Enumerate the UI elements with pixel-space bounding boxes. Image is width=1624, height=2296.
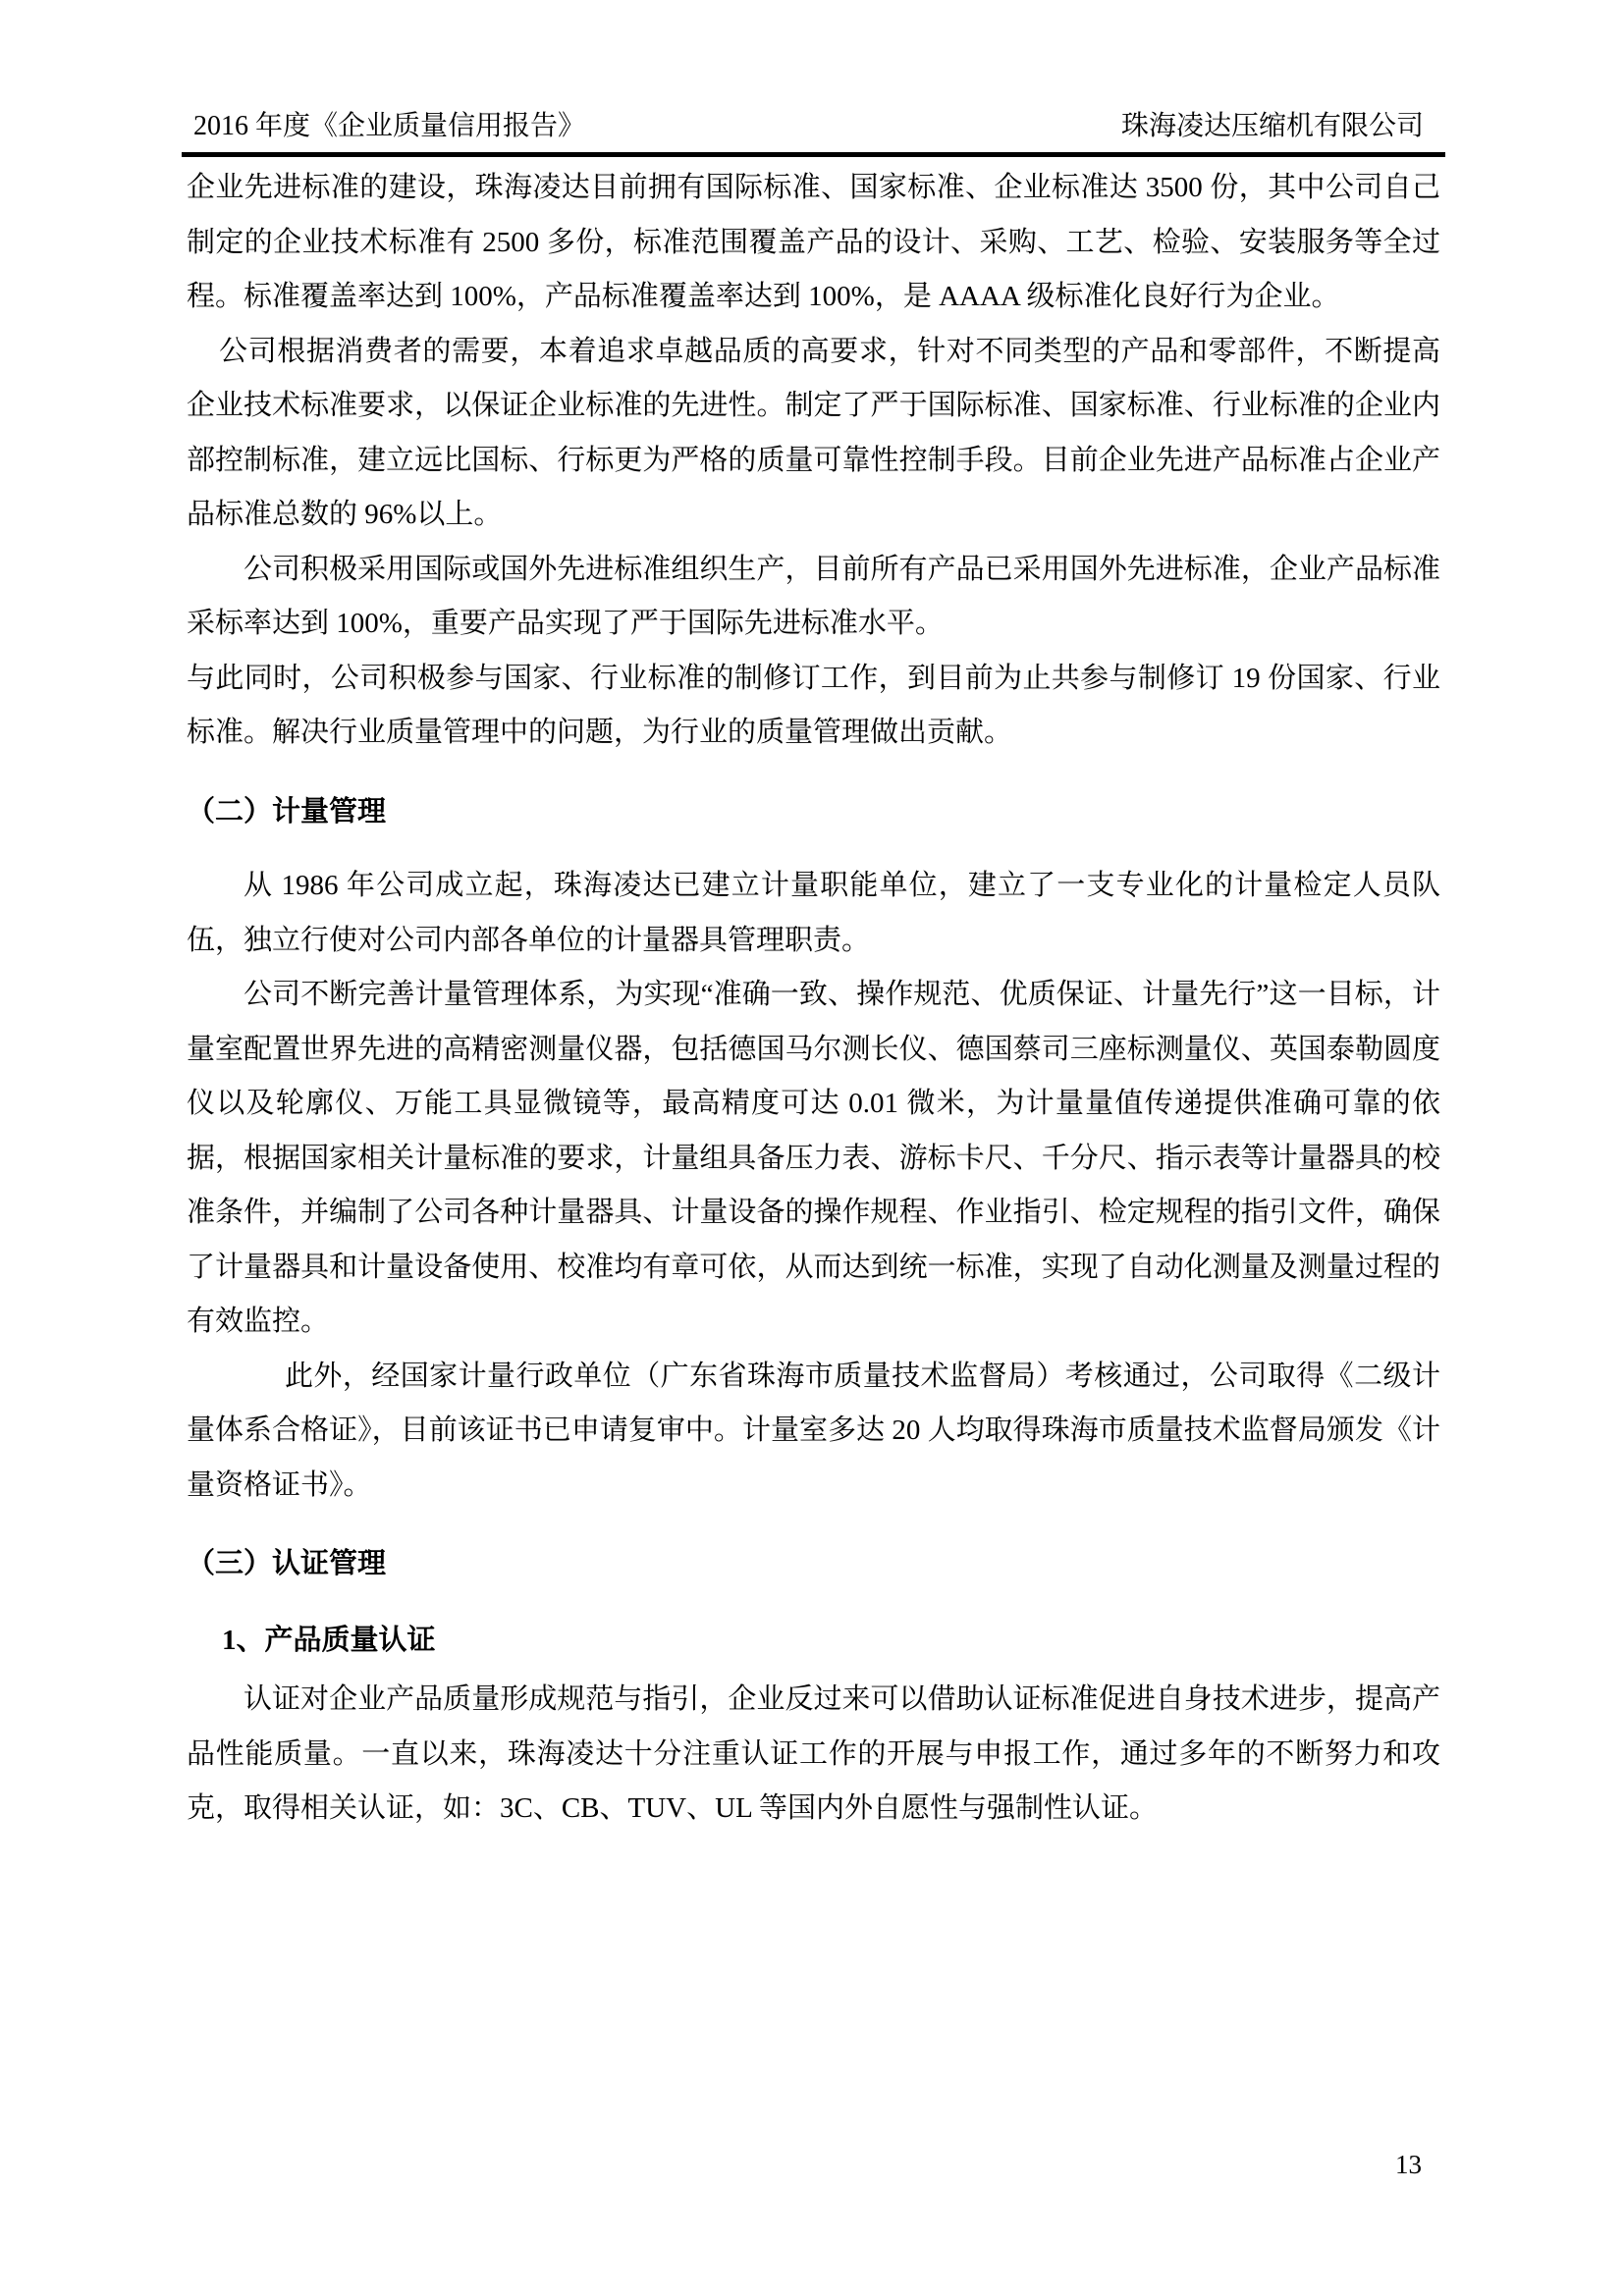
- report-header: [193, 110, 1424, 143]
- paragraph-measurement-unit-history: 从 1986 年公司成立起，珠海凌达已建立计量职能单位，建立了一支专业化的计量检定人员队伍，独立行使对公司内部各单位的计量器具管理职责。: [187, 870, 1440, 956]
- page-number: 13: [1395, 2150, 1422, 2179]
- paragraph-certification-detail: 认证对企业产品质量形成规范与指引，企业反过来可以借助认证标准促进自身技术进步，提高产品性能质量。一直以来，珠海凌达十分注重认证工作的开展与申报工作，通过多年的不断努力和攻克，取得相关认证，如：3C、CB、TUV、UL 等国内外自愿性与强制性认证。: [187, 1683, 1440, 1824]
- paragraph-measurement-certificates: 此外，经国家计量行政单位（广东省珠海市质量技术监督局）考核通过，公司取得《二级计量体系合格证》，目前该证书已申请复审中。计量室多达 20 人均取得珠海市质量技术监督局颁发《计量资格证书》。: [187, 1360, 1440, 1501]
- header-rule: [182, 152, 1445, 157]
- paragraph-standards-revision: 与此同时，公司积极参与国家、行业标准的制修订工作，到目前为止共参与制修订 19 份国家、行业标准。解决行业质量管理中的问题，为行业的质量管理做出贡献。: [187, 662, 1440, 748]
- paragraph-international-standards: 公司积极采用国际或国外先进标准组织生产，目前所有产品已采用国外先进标准，企业产品标准采标率达到 100%，重要产品实现了严于国际先进标准水平。: [187, 553, 1440, 639]
- subsection-heading-product-quality-certification: 1、产品质量认证: [222, 1624, 436, 1656]
- document-body: [187, 161, 1440, 1837]
- section-heading-measurement-management: （二）计量管理: [187, 795, 387, 828]
- paragraph-consumer-needs: 公司根据消费者的需要，本着追求卓越品质的高要求，针对不同类型的产品和零部件，不断提高企业技术标准要求，以保证企业标准的先进性。制定了严于国际标准、国家标准、行业标准的企业内部控制标准，建立远比国标、行标更为严格的质量可靠性控制手段。目前企业先进产品标准占企业产品标准总数的 96%以上。: [187, 335, 1440, 530]
- header-report-title: 2016 年度《企业质量信用报告》: [193, 111, 586, 141]
- header-company-name: 珠海凌达压缩机有限公司: [1120, 111, 1424, 141]
- paragraph-standards-overview: 企业先进标准的建设，珠海凌达目前拥有国际标准、国家标准、企业标准达 3500 份，其中公司自己制定的企业技术标准有 2500 多份，标准范围覆盖产品的设计、采购、工艺、检验、安装服务等全过程。标准覆盖率达到 100%，产品标准覆盖率达到 100%，是 AAAA 级标准化良好行为企业。: [187, 172, 1440, 312]
- section-heading-certification-management: （三）认证管理: [187, 1548, 387, 1579]
- paragraph-measurement-system: 公司不断完善计量管理体系，为实现“准确一致、操作规范、优质保证、计量先行”这一目标，计量室配置世界先进的高精密测量仪器，包括德国马尔测长仪、德国蔡司三座标测量仪、英国泰勒圆度仪以及轮廓仪、万能工具显微镜等，最高精度可达 0.01 微米，为计量量值传递提供准确可靠的依据，根据国家相关计量标准的要求，计量组具备压力表、游标卡尺、千分尺、指示表等计量器具的校准条件，并编制了公司各种计量器具、计量设备的操作规程、作业指引、检定规程的指引文件，确保了计量器具和计量设备使用、校准均有章可依，从而达到统一标准，实现了自动化测量及测量过程的有效监控。: [187, 979, 1440, 1337]
